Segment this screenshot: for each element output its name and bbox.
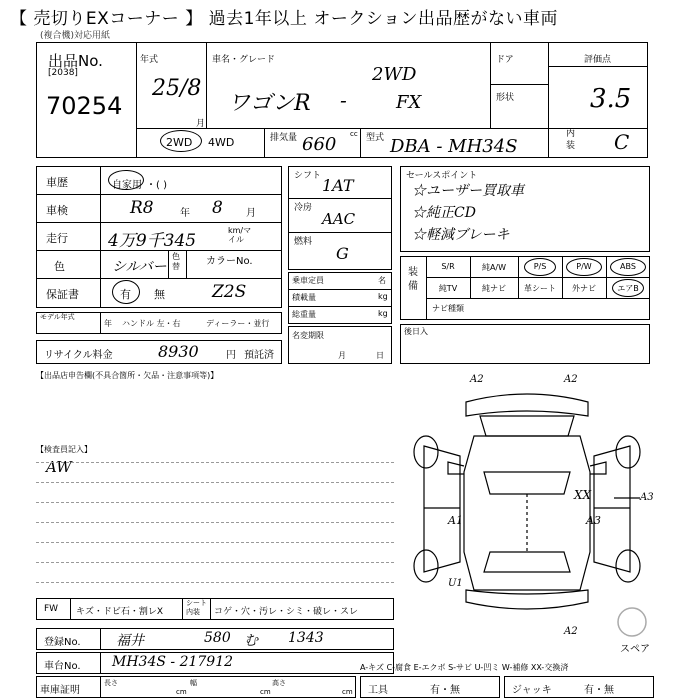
equip-tv: 純TV bbox=[438, 284, 458, 293]
storage-height: 高さ bbox=[272, 679, 286, 687]
inspector-note: AW bbox=[46, 458, 72, 476]
declaration-label: 【出品店申告欄(不具合箇所・欠品・注意事項等)】 bbox=[36, 371, 219, 380]
equip-aw: 純A/W bbox=[481, 263, 507, 272]
color-no-label: カラーNo. bbox=[206, 256, 253, 267]
banner-title: 【 売切りEXコーナー 】 過去1年以上 オークション出品歴がない車両 bbox=[10, 9, 558, 29]
mileage-label: 走行 bbox=[46, 232, 68, 245]
equip-pw-circle bbox=[566, 258, 602, 276]
inspection-value: R8 bbox=[130, 198, 154, 218]
tools-label: 工具 bbox=[368, 685, 388, 696]
warranty-label: 保証書 bbox=[46, 288, 79, 301]
score-label: 評価点 bbox=[584, 55, 612, 65]
car-damage-diagram bbox=[404, 376, 650, 640]
color-value: シルバー bbox=[112, 259, 167, 275]
rear-entry-label: 後日入 bbox=[404, 327, 428, 336]
inspection-label: 車検 bbox=[46, 204, 68, 217]
mark-right-callout: A3 bbox=[640, 492, 654, 503]
rear-entry-box bbox=[400, 324, 650, 364]
mark-left-door: A1 bbox=[448, 514, 463, 527]
form-subhead: (複合機)対応用紙 bbox=[40, 31, 111, 41]
storage-unit-2: cm bbox=[260, 688, 271, 696]
nav-type-label: ナビ種類 bbox=[432, 304, 464, 313]
warranty-yes: 有 bbox=[120, 288, 131, 301]
door-label: ドア bbox=[496, 55, 514, 65]
type-label: 型式 bbox=[366, 133, 385, 143]
shift-value: 1AT bbox=[322, 176, 354, 195]
equip-leather: 革シート bbox=[524, 284, 556, 293]
displacement-unit: cc bbox=[350, 130, 358, 138]
history-label: 車歴 bbox=[46, 176, 68, 189]
load-unit: kg bbox=[378, 292, 388, 301]
model-drive-note: 2WD bbox=[372, 64, 417, 85]
displacement-label: 排気量 bbox=[270, 133, 298, 143]
weight-label: 総重量 bbox=[292, 310, 316, 319]
interior-label: 内装 bbox=[566, 129, 576, 151]
color-change-label: 色替 bbox=[172, 252, 180, 271]
model-year-label: モデル年式 bbox=[40, 313, 75, 321]
model-name: ワゴンR bbox=[228, 91, 311, 116]
warranty-circle bbox=[112, 280, 140, 304]
equip-airbag-circle bbox=[612, 279, 644, 297]
legend-codes: A-キズ C-腐食 E-エクボ S-サビ U-凹ミ W-補修 XX-交換済 bbox=[360, 663, 569, 672]
registration-label: 登録No. bbox=[44, 637, 81, 648]
lot-label: 出品No. bbox=[48, 52, 103, 70]
load-label: 積載量 bbox=[292, 293, 316, 302]
year-value: 25/8 bbox=[152, 76, 202, 101]
equip-abs-circle bbox=[610, 258, 646, 276]
dealer-text: ディーラー・並行 bbox=[206, 319, 270, 328]
mark-top-left: A2 bbox=[470, 374, 484, 385]
selling-point-2: ☆純正CD bbox=[412, 205, 476, 221]
score-value: 3.5 bbox=[590, 84, 632, 114]
tools-value: 有・無 bbox=[430, 685, 460, 696]
warranty-no: 無 bbox=[154, 288, 165, 301]
inspection-year-unit: 年 bbox=[180, 208, 190, 219]
model-grade: FX bbox=[396, 92, 422, 113]
chassis-label: 車台No. bbox=[44, 661, 81, 672]
equip-abs: ABS bbox=[620, 262, 636, 271]
mark-right-door: A3 bbox=[586, 514, 601, 527]
year-label: 年式 bbox=[140, 55, 159, 65]
legend-items2: コゲ・穴・汚レ・シミ・破レ・スレ bbox=[214, 607, 359, 617]
model-year-unit: 年 bbox=[104, 319, 112, 328]
equip-ps-circle bbox=[524, 258, 556, 276]
date-change-month: 月 bbox=[338, 351, 346, 360]
drive-circle bbox=[160, 130, 202, 152]
history-value: 自家用 bbox=[112, 180, 142, 191]
inspection-month: 8 bbox=[212, 198, 223, 218]
lot-number: 70254 bbox=[46, 92, 123, 120]
history-paren: ・( ) bbox=[146, 180, 167, 191]
date-change-day: 日 bbox=[376, 351, 384, 360]
recycle-status: 預託済 bbox=[244, 350, 274, 361]
storage-unit-3: cm bbox=[342, 688, 353, 696]
selling-points-label: セールスポイント bbox=[406, 171, 478, 181]
type-value: DBA - MH34S bbox=[390, 136, 518, 157]
storage-length: 長さ bbox=[104, 679, 118, 687]
jack-value: 有・無 bbox=[584, 685, 614, 696]
equip-airbag: エアB bbox=[617, 284, 639, 293]
mileage-value: 4万9千345 bbox=[108, 231, 197, 251]
mark-top-right: A2 bbox=[564, 374, 578, 385]
inspection-month-unit: 月 bbox=[246, 208, 256, 219]
weight-unit: kg bbox=[378, 309, 388, 318]
storage-unit-1: cm bbox=[176, 688, 187, 696]
drive-2wd: 2WD bbox=[166, 136, 193, 149]
mileage-unit: km/マイル bbox=[228, 226, 252, 244]
legend-fw: FW bbox=[44, 604, 59, 614]
recycle-label: リサイクル料金 bbox=[44, 350, 113, 361]
storage-label: 車庫証明 bbox=[40, 685, 80, 696]
spare-label: スペア bbox=[620, 644, 650, 655]
selling-point-3: ☆軽減ブレーキ bbox=[412, 227, 510, 243]
model-dash: - bbox=[340, 88, 347, 112]
lot-small-tag: [2038] bbox=[48, 68, 78, 78]
recycle-unit: 円 bbox=[226, 350, 236, 361]
inspector-label: 【検査員記入】 bbox=[36, 445, 92, 454]
fuel-label: 燃料 bbox=[294, 237, 313, 247]
equip-ext-navi: 外ナビ bbox=[572, 284, 596, 293]
equip-sr: S/R bbox=[441, 262, 455, 271]
ac-value: AAC bbox=[322, 210, 356, 228]
storage-width: 幅 bbox=[190, 679, 197, 687]
displacement-value: 660 bbox=[302, 134, 337, 155]
equip-navi: 純ナビ bbox=[482, 284, 506, 293]
mark-bottom-left: U1 bbox=[448, 578, 463, 589]
mark-side-right: XX bbox=[574, 488, 592, 502]
shift-label: シフト bbox=[294, 171, 322, 181]
interior-value: C bbox=[614, 130, 630, 154]
selling-point-1: ☆ユーザー買取車 bbox=[412, 183, 524, 199]
ac-label: 冷房 bbox=[294, 203, 313, 213]
fuel-value: G bbox=[336, 244, 349, 263]
spare-tire-icon bbox=[618, 608, 646, 636]
chassis-value: MH34S - 217912 bbox=[112, 654, 234, 670]
recycle-value: 8930 bbox=[158, 342, 199, 361]
equip-pw: P/W bbox=[576, 262, 592, 271]
color-label: 色 bbox=[54, 260, 65, 273]
mark-bottom-right: A2 bbox=[564, 626, 578, 637]
legend-seat: シート内装 bbox=[186, 599, 207, 616]
model-label: 車名・グレード bbox=[212, 55, 276, 65]
equip-ps: P/S bbox=[533, 262, 547, 271]
year-suffix: 月 bbox=[196, 119, 206, 129]
registration-kana: む bbox=[244, 633, 258, 649]
capacity-label: 乗車定員 bbox=[292, 276, 324, 285]
registration-number: 1343 bbox=[288, 630, 324, 646]
legend-items: キズ・ドビ石・割レX bbox=[76, 607, 163, 617]
date-change-label: 名変期限 bbox=[292, 331, 324, 340]
jack-label: ジャッキ bbox=[512, 685, 552, 696]
shape-label: 形状 bbox=[496, 93, 515, 103]
registration-place: 福井 bbox=[116, 633, 144, 649]
handle-text: ハンドル 左・右 bbox=[122, 319, 181, 328]
registration-class: 580 bbox=[204, 630, 231, 646]
color-no-value: Z2S bbox=[212, 282, 247, 302]
capacity-unit: 名 bbox=[378, 276, 386, 285]
drive-4wd: 4WD bbox=[208, 136, 235, 149]
equipment-label: 装備 bbox=[408, 267, 418, 292]
history-circle bbox=[108, 170, 144, 190]
